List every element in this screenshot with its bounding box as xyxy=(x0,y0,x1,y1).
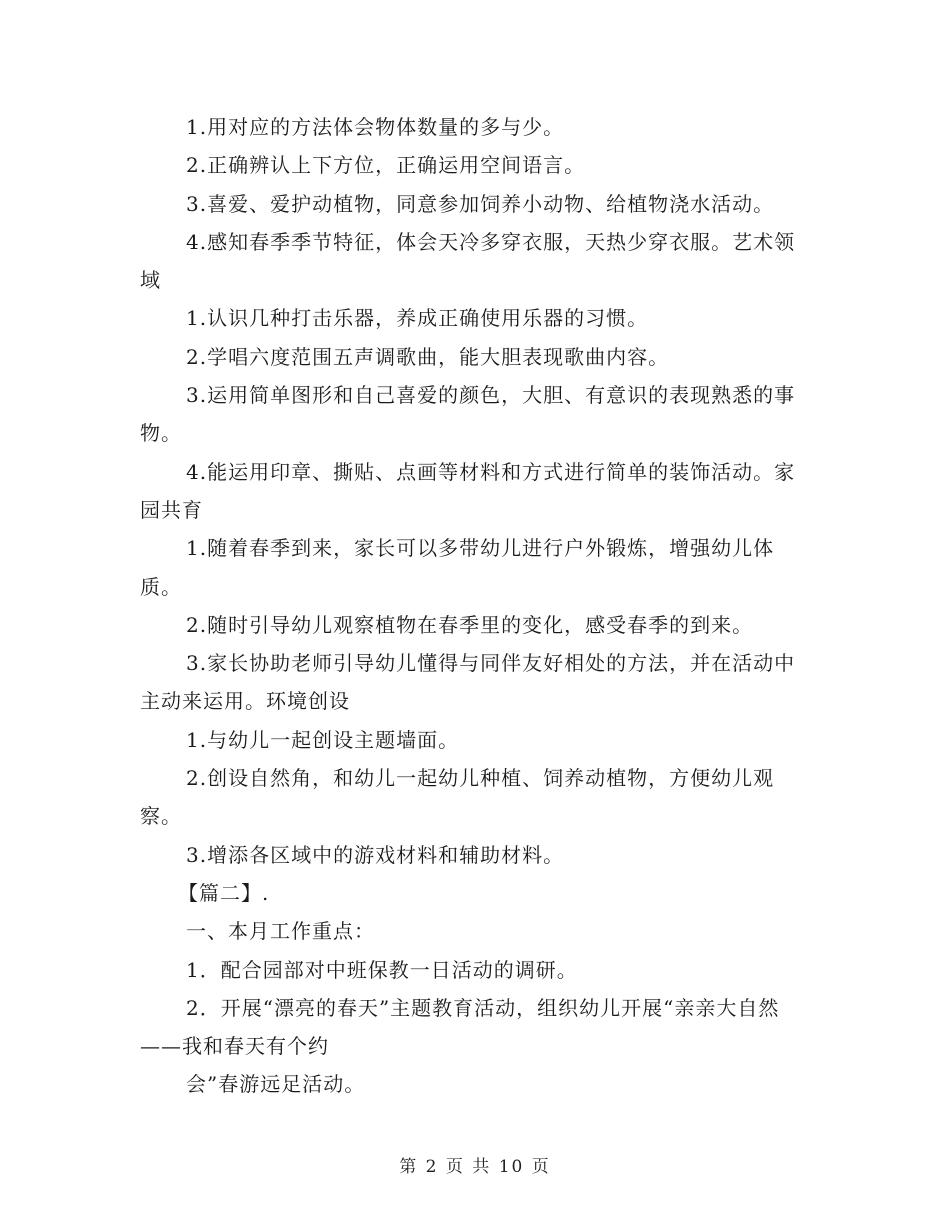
paragraph: 1.认识几种打击乐器，养成正确使用乐器的习惯。 xyxy=(186,306,649,331)
paragraph: 1.与幼儿一起创设主题墙面。 xyxy=(186,727,460,752)
paragraph: 3.运用简单图形和自己喜爱的颜色，大胆、有意识的表现熟悉的事物。 xyxy=(140,383,796,446)
paragraph: 4.感知春季季节特征，体会天冷多穿衣服，天热少穿衣服。艺术领域 xyxy=(140,229,796,293)
paragraph: 1.随着春季到来，家长可以多带幼儿进行户外锻炼，增强幼儿体质。 xyxy=(140,536,775,599)
paragraph: 2.正确辨认上下方位，正确运用空间语言。 xyxy=(186,153,586,178)
paragraph: 4.能运用印章、撕贴、点画等材料和方式进行简单的装饰活动。家园共育 xyxy=(140,459,796,522)
paragraph: 2.创设自然角，和幼儿一起幼儿种植、饲养动植物，方便幼儿观察。 xyxy=(140,766,775,829)
paragraph: 3.家长协助老师引导幼儿懂得与同伴友好相处的方法，并在活动中主动来运用。环境创设 xyxy=(140,651,796,714)
paragraph: 2.随时引导幼儿观察植物在春季里的变化，感受春季的到来。 xyxy=(186,612,754,637)
document-body xyxy=(140,108,808,1104)
paragraph: 会”春游远足活动。 xyxy=(186,1072,366,1097)
paragraph: 3.喜爱、爱护动植物，同意参加饲养小动物、给植物浇水活动。 xyxy=(186,191,775,216)
subsection-heading: 一、本月工作重点： xyxy=(186,919,375,944)
paragraph: 2.学唱六度范围五声调歌曲，能大胆表现歌曲内容。 xyxy=(186,344,670,369)
page-number-footer: 第 2 页 共 10 页 xyxy=(399,1157,551,1177)
paragraph: 2．开展“漂亮的春天”主题教育活动，组织幼儿开展“亲亲大自然——我和春天有个约 xyxy=(140,995,780,1059)
section-heading: 【篇二】. xyxy=(178,880,270,905)
paragraph: 1．配合园部对中班保教一日活动的调研。 xyxy=(186,957,578,982)
paragraph: 1.用对应的方法体会物体数量的多与少。 xyxy=(186,115,565,139)
paragraph: 3.增添各区域中的游戏材料和辅助材料。 xyxy=(186,842,565,867)
